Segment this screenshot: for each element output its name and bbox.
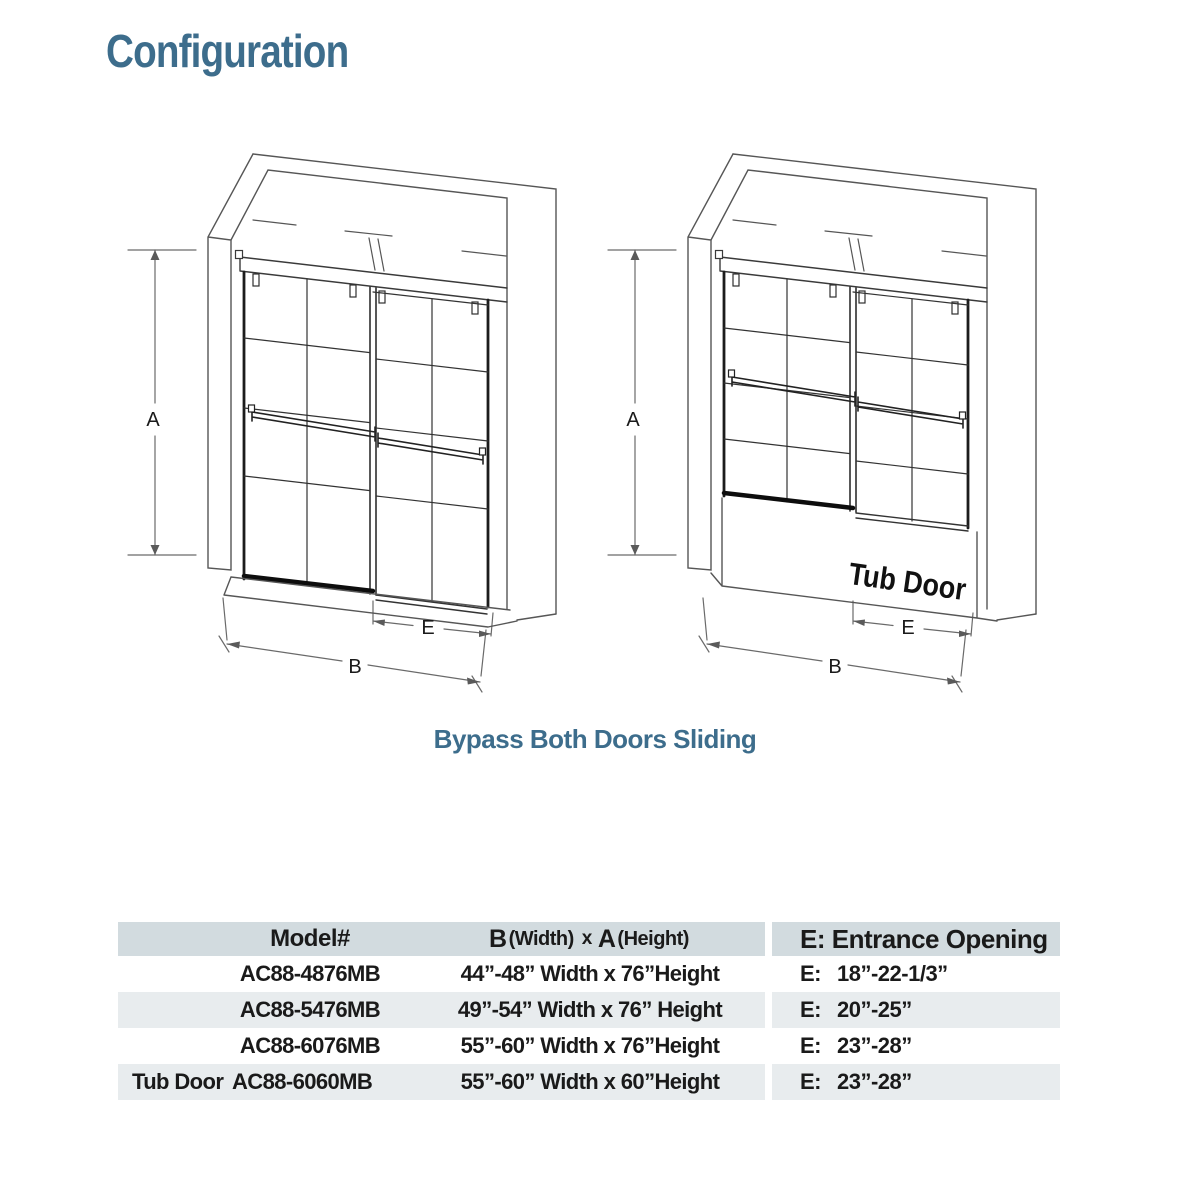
dim-label-height: A <box>146 409 160 431</box>
model-number: AC88-5476MB <box>239 997 381 1022</box>
tub-door-label: Tub Door <box>846 556 986 610</box>
entrance-prefix: E: <box>800 997 821 1022</box>
column-header-entrance: E: Entrance Opening <box>800 923 1048 954</box>
model-number: AC88-6076MB <box>239 1033 381 1058</box>
entrance-range: 23”-28” <box>837 1069 912 1094</box>
table-header-row <box>118 922 1060 956</box>
size-header-a: A <box>597 924 616 953</box>
size-header-b: B <box>489 924 507 953</box>
shower-door-diagram <box>120 140 600 700</box>
table-row <box>118 1064 1060 1100</box>
size-header-x: x <box>581 928 592 949</box>
page-title: Configuration <box>106 25 349 77</box>
entrance-prefix: E: <box>800 961 821 986</box>
size-range: 49”-54” Width x 76” Height <box>457 997 723 1022</box>
entrance-range: 18”-22-1/3” <box>837 961 948 986</box>
model-number: AC88-6060MB <box>232 1069 373 1094</box>
size-range: 44”-48” Width x 76”Height <box>460 961 720 986</box>
size-header-height: (Height) <box>617 927 689 950</box>
dim-label-entrance: E <box>421 617 435 639</box>
size-range: 55”-60” Width x 60”Height <box>460 1069 720 1094</box>
table-row <box>118 956 1060 992</box>
dim-label-height: A <box>626 409 640 431</box>
entrance-range: 23”-28” <box>837 1033 912 1058</box>
model-number: AC88-4876MB <box>239 961 381 986</box>
column-header-size <box>420 922 760 956</box>
size-header-width: (Width) <box>508 927 574 950</box>
dim-label-width: B <box>828 656 842 678</box>
dim-label-width: B <box>348 656 362 678</box>
dim-label-entrance: E <box>901 617 915 639</box>
entrance-range: 20”-25” <box>837 997 912 1022</box>
entrance-prefix: E: <box>800 1033 821 1058</box>
column-header-model: Model# <box>270 925 350 952</box>
tub-door-row-label: Tub Door <box>132 1069 224 1094</box>
table-row <box>118 992 1060 1028</box>
size-range: 55”-60” Width x 76”Height <box>460 1033 720 1058</box>
spec-table <box>118 922 1060 1100</box>
table-row <box>118 1028 1060 1064</box>
entrance-prefix: E: <box>800 1069 821 1094</box>
diagram-caption: Bypass Both Doors Sliding <box>433 724 757 754</box>
tub-door-diagram <box>600 140 1080 700</box>
